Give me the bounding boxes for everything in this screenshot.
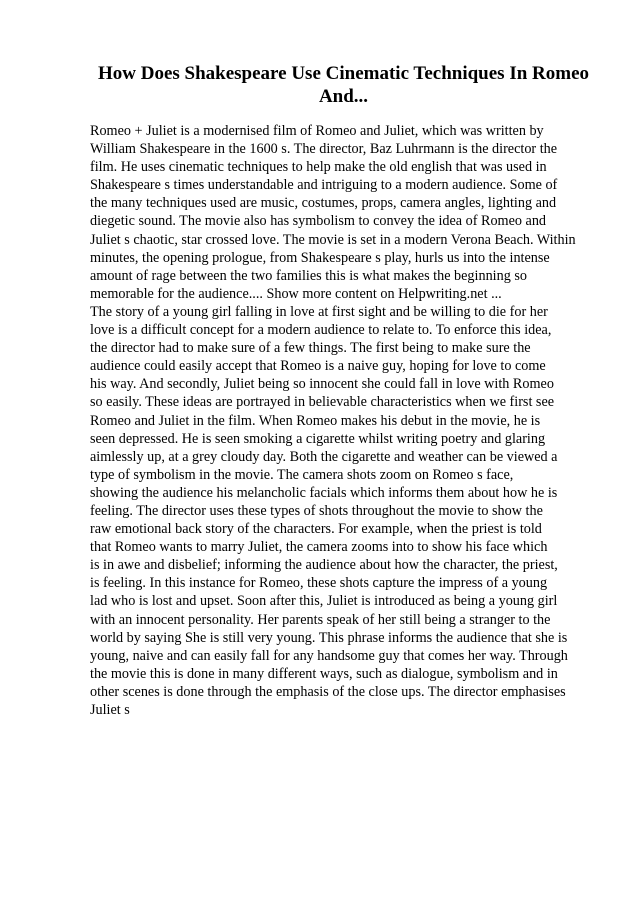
document-title: [80, 62, 607, 108]
body-line: raw emotional back story of the characters. For example, when the priest is told: [90, 521, 542, 538]
body-line: Shakespeare s times understandable and intriguing to a modern audience. Some of: [90, 177, 558, 194]
body-line: type of symbolism in the movie. The camera shots zoom on Romeo s face,: [90, 466, 514, 483]
title-line: And...: [318, 86, 369, 107]
body-line: love is a difficult concept for a modern audience to relate to. To enforce this idea,: [90, 322, 552, 339]
body-line: feeling. The director uses these types of shots throughout the movie to show the: [90, 502, 543, 519]
body-line: Juliet s chaotic, star crossed love. The movie is set in a modern Verona Beach. Within: [90, 231, 576, 248]
document-body: [90, 122, 630, 719]
body-line: Romeo + Juliet is a modernised film of Romeo and Juliet, which was written by: [90, 123, 544, 139]
body-line: amount of rage between the two families this is what makes the beginning so: [90, 267, 527, 284]
body-line: other scenes is done through the emphasis of the close ups. The director emphasises: [90, 683, 566, 700]
body-line: the movie this is done in many different ways, such as dialogue, symbolism and in: [90, 665, 558, 682]
title-line: How Does Shakespeare Use Cinematic Techniques In Romeo: [97, 63, 590, 84]
body-line: is feeling. In this instance for Romeo, these shots capture the impress of a young: [90, 575, 548, 592]
body-line: memorable for the audience.... Show more content on Helpwriting.net ...: [90, 285, 502, 302]
body-line: minutes, the opening prologue, from Shakespeare s play, hurls us into the intense: [90, 249, 550, 266]
body-line: diegetic sound. The movie also has symbolism to convey the idea of Romeo and: [90, 213, 547, 230]
body-line: with an innocent personality. Her parents speak of her still being a stranger to the: [90, 611, 551, 628]
body-line: aimlessly up, at a grey cloudy day. Both the cigarette and weather can be viewed a: [90, 448, 558, 465]
body-line: Juliet s: [90, 702, 130, 718]
body-line: Romeo and Juliet in the film. When Romeo makes his debut in the movie, he is: [90, 412, 541, 429]
body-line: William Shakespeare in the 1600 s. The director, Baz Luhrmann is the director the: [90, 141, 558, 158]
body-line: audience could easily accept that Romeo is a naive guy, hoping for love to come: [90, 358, 546, 375]
body-line: film. He uses cinematic techniques to help make the old english that was used in: [90, 159, 547, 176]
body-line: is in awe and disbelief; informing the audience about how the character, the priest,: [90, 557, 558, 574]
body-line: showing the audience his melancholic facials which informs them about how he is: [90, 484, 558, 501]
body-line: the many techniques used are music, costumes, props, camera angles, lighting and: [90, 195, 557, 212]
body-line: his way. And secondly, Juliet being so innocent she could fall in love with Romeo: [90, 376, 554, 393]
body-line: so easily. These ideas are portrayed in believable characteristics when we first see: [90, 394, 555, 411]
body-line: the director had to make sure of a few things. The first being to make sure the: [90, 340, 531, 357]
body-line: The story of a young girl falling in love at first sight and be willing to die for her: [90, 303, 548, 320]
body-line: seen depressed. He is seen smoking a cigarette whilst writing poetry and glaring: [90, 430, 546, 447]
body-line: young, naive and can easily fall for any handsome guy that comes her way. Through: [90, 647, 568, 664]
body-line: lad who is lost and upset. Soon after this, Juliet is introduced as being a young girl: [90, 593, 558, 610]
body-line: world by saying She is still very young. This phrase informs the audience that she is: [90, 629, 568, 646]
body-line: that Romeo wants to marry Juliet, the camera zooms into to show his face which: [90, 539, 548, 556]
